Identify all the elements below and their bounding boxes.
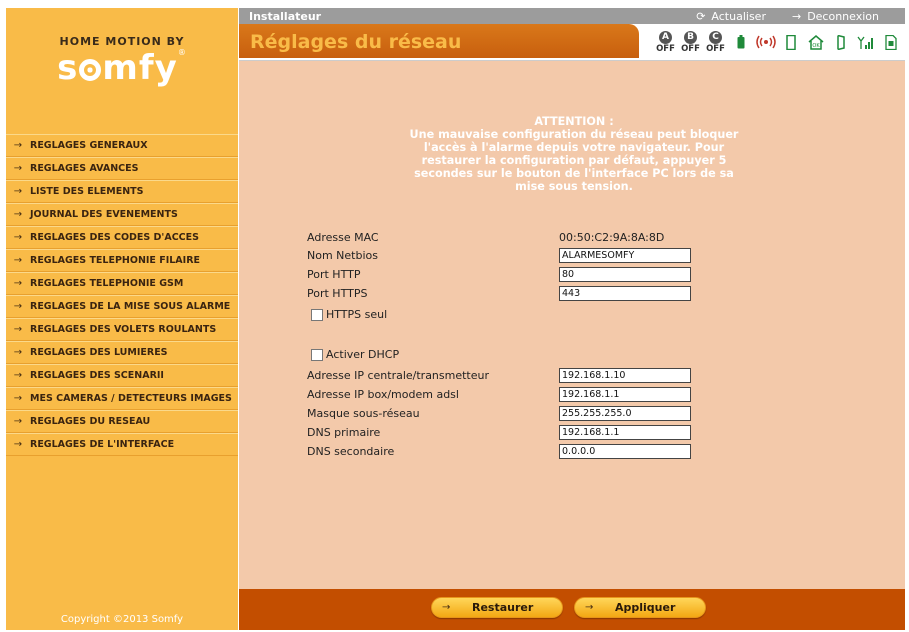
subnet-mask-input[interactable]: [559, 406, 691, 421]
arrow-icon: →: [13, 186, 23, 197]
sidebar-item-scenarii[interactable]: → REGLAGES DES SCENARII: [6, 364, 238, 387]
sim-icon: [878, 32, 903, 52]
ip-box-input[interactable]: [559, 387, 691, 402]
zone-c-status: C OFF: [706, 31, 725, 54]
warning-title: ATTENTION :: [534, 115, 614, 128]
http-port-label: Port HTTP: [307, 268, 361, 281]
zone-a-status: A OFF: [656, 31, 675, 54]
ip-box-label: Adresse IP box/modem adsl: [307, 388, 459, 401]
mac-label: Adresse MAC: [307, 231, 379, 244]
main-content: [239, 61, 905, 589]
somfy-logo: [6, 8, 238, 133]
header-row: [239, 24, 905, 60]
arrow-icon: →: [585, 602, 594, 613]
arrow-icon: →: [13, 140, 23, 151]
arrow-icon: →: [13, 163, 23, 174]
sidebar-menu: [6, 134, 238, 456]
sidebar-item-reglages-generaux[interactable]: → REGLAGES GENERAUX: [6, 134, 238, 157]
sidebar-item-mise-sous-alarme[interactable]: → REGLAGES DE LA MISE SOUS ALARME: [6, 295, 238, 318]
title-bar: [239, 24, 639, 58]
sidebar-item-interface[interactable]: → REGLAGES DE L'INTERFACE: [6, 433, 238, 456]
sidebar-item-telephonie-gsm[interactable]: → REGLAGES TELEPHONIE GSM: [6, 272, 238, 295]
ip-central-label: Adresse IP centrale/transmetteur: [307, 369, 490, 382]
arrow-icon: →: [13, 393, 23, 404]
home-ok-icon: [803, 32, 828, 52]
arrow-icon: →: [791, 9, 802, 23]
http-port-input[interactable]: [559, 267, 691, 282]
sidebar-item-liste-elements[interactable]: → LISTE DES ELEMENTS: [6, 180, 238, 203]
radio-signal-icon: [753, 32, 778, 52]
battery-icon: [728, 32, 753, 52]
arrow-icon: →: [13, 347, 23, 358]
arrow-icon: →: [13, 255, 23, 266]
copyright: Copyright ©2013 Somfy: [60, 614, 184, 625]
dns-primary-input[interactable]: [559, 425, 691, 440]
arrow-icon: →: [13, 301, 23, 312]
restore-button[interactable]: → Restaurer: [431, 597, 563, 618]
arrow-icon: →: [13, 324, 23, 335]
sidebar-item-reseau[interactable]: → REGLAGES DU RESEAU: [6, 410, 238, 433]
ip-central-input[interactable]: [559, 368, 691, 383]
arrow-icon: →: [13, 209, 23, 220]
status-bar: [653, 28, 903, 56]
dns-secondary-label: DNS secondaire: [307, 445, 395, 458]
dns-primary-label: DNS primaire: [307, 426, 381, 439]
zone-b-status: B OFF: [681, 31, 700, 54]
sidebar-item-cameras[interactable]: → MES CAMERAS / DETECTEURS IMAGES: [6, 387, 238, 410]
https-only-checkbox[interactable]: HTTPS seul: [311, 308, 387, 321]
sidebar-item-reglages-avances[interactable]: → REGLAGES AVANCES: [6, 157, 238, 180]
arrow-icon: →: [442, 602, 451, 613]
sidebar-item-journal-evenements[interactable]: → JOURNAL DES EVENEMENTS: [6, 203, 238, 226]
top-bar: [239, 8, 905, 24]
refresh-link[interactable]: ⟳ Actualiser: [696, 9, 766, 23]
logo-brand: s mfy®: [57, 48, 187, 88]
svg-text:OK: OK: [811, 42, 820, 49]
door-icon: [778, 32, 803, 52]
logout-link[interactable]: → Deconnexion: [791, 9, 879, 23]
warning-message: ATTENTION : Une mauvaise configuration du réseau peut bloquer l'accès à l'alarme depuis votre navigateur. Pour restaurer la configuration par défaut, appuyer 5 secondes sur le bouton de l'interface PC lors de sa mise sous tension.: [394, 115, 754, 193]
page-title: Réglages du réseau: [250, 31, 462, 53]
dns-secondary-input[interactable]: [559, 444, 691, 459]
mac-value: 00:50:C2:9A:8A:8D: [559, 231, 665, 244]
arrow-icon: →: [13, 416, 23, 427]
https-port-input[interactable]: [559, 286, 691, 301]
sidebar: [6, 8, 238, 630]
sidebar-item-lumieres[interactable]: → REGLAGES DES LUMIERES: [6, 341, 238, 364]
subnet-mask-label: Masque sous-réseau: [307, 407, 420, 420]
apply-button[interactable]: → Appliquer: [574, 597, 706, 618]
checkbox-box[interactable]: [311, 349, 323, 361]
checkbox-box[interactable]: [311, 309, 323, 321]
netbios-label: Nom Netbios: [307, 249, 378, 262]
user-role: Installateur: [249, 9, 322, 23]
arrow-icon: →: [13, 278, 23, 289]
dhcp-checkbox[interactable]: Activer DHCP: [311, 348, 399, 361]
footer-bar: [239, 589, 905, 630]
refresh-icon: ⟳: [696, 9, 706, 23]
arrow-icon: →: [13, 439, 23, 450]
arrow-icon: →: [13, 370, 23, 381]
door-open-icon: [828, 32, 853, 52]
sidebar-item-volets-roulants[interactable]: → REGLAGES DES VOLETS ROULANTS: [6, 318, 238, 341]
netbios-input[interactable]: [559, 248, 691, 263]
sidebar-item-telephonie-filaire[interactable]: → REGLAGES TELEPHONIE FILAIRE: [6, 249, 238, 272]
logo-tagline: HOME MOTION BY: [59, 35, 185, 48]
gsm-signal-icon: [853, 32, 878, 52]
arrow-icon: →: [13, 232, 23, 243]
https-port-label: Port HTTPS: [307, 287, 368, 300]
sidebar-item-codes-acces[interactable]: → REGLAGES DES CODES D'ACCES: [6, 226, 238, 249]
